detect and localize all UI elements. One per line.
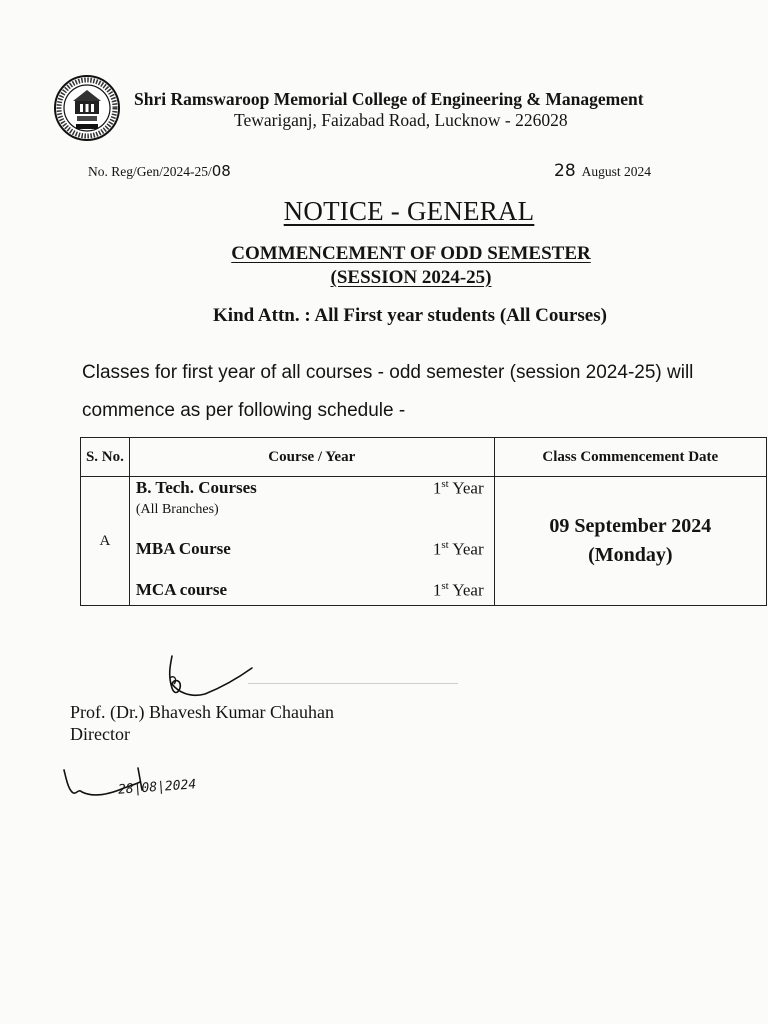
notice-title: NOTICE - GENERAL [283,196,535,226]
handwritten-date: 28|08|2024 [117,777,197,798]
year-label: 1st Year [432,539,484,559]
course-mba: MBA Course 1st Year [135,539,484,559]
table-header-row [81,438,767,477]
subtitle-line-2: (SESSION 2024-25) [330,267,492,288]
notice-date: 28 August 2024 [554,161,652,181]
schedule-table [80,437,767,606]
commencement-date: 09 September 2024 [549,515,712,537]
reference-number: No. Reg/Gen/2024-25/08 [88,162,231,180]
notice-subtitle [0,242,768,290]
course-cell [129,477,494,606]
row-sno: A [81,477,130,606]
header-date: Class Commencement Date [494,438,766,477]
commencement-day: (Monday) [588,544,673,566]
signature-line [248,683,458,684]
director-designation: Director [70,724,130,744]
course-mca: MCA course 1st Year [135,580,484,600]
institution-name: Shri Ramswaroop Memorial College of Engineering & Management [134,89,644,109]
handwritten-ref-digits: 08 [211,162,231,180]
subtitle-line-1: COMMENCEMENT OF ODD SEMESTER [231,243,591,264]
branches-note: (All Branches) [135,502,219,517]
college-logo [53,74,121,142]
notice-body: Classes for first year of all courses - odd semester (session 2024-25) will commence as per following schedule - [82,362,694,421]
commencement-date-cell [494,477,766,606]
director-name: Prof. (Dr.) Bhavesh Kumar Chauhan [70,702,334,722]
course-btech: B. Tech. Courses 1st Year [135,478,484,498]
institution-address: Tewariganj, Faizabad Road, Lucknow - 226028 [234,110,568,130]
header-course: Course / Year [129,438,494,477]
header-sno: S. No. [81,438,130,477]
table-row [81,477,767,606]
director-signature [160,648,260,706]
handwritten-day: 28 [554,161,576,181]
attention-line: Kind Attn. : All First year students (All Courses) [213,305,607,326]
year-label: 1st Year [432,478,484,498]
year-label: 1st Year [432,580,484,600]
